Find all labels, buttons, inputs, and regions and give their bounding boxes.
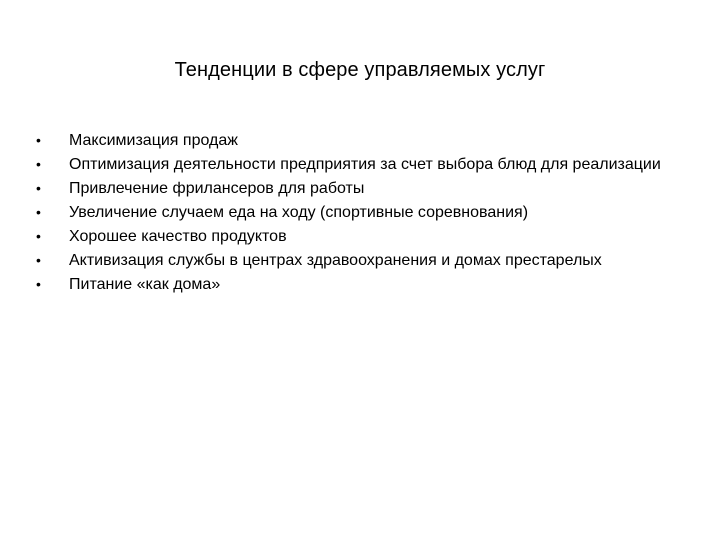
bullet-icon: •	[36, 180, 41, 196]
bullet-item-healthcare-services	[36, 250, 696, 271]
bullet-list	[36, 130, 696, 298]
bullet-item-home-style-meals	[36, 274, 696, 295]
bullet-item-freelancers	[36, 178, 696, 199]
bullet-icon: •	[36, 252, 41, 268]
bullet-text: Питание «как дома»	[69, 276, 221, 293]
bullet-text: Хорошее качество продуктов	[69, 228, 287, 245]
bullet-icon: •	[36, 228, 41, 244]
bullet-icon: •	[36, 204, 41, 220]
bullet-text: Активизация службы в центрах здравоохранения и домах престарелых	[69, 252, 602, 269]
slide-title: Тенденции в сфере управляемых услуг	[174, 59, 546, 81]
bullet-icon: •	[36, 156, 41, 172]
bullet-icon: •	[36, 132, 41, 148]
bullet-item-food-on-the-go	[36, 202, 696, 223]
bullet-item-product-quality	[36, 226, 696, 247]
bullet-item-operations-optimization	[36, 154, 696, 175]
bullet-text: Оптимизация деятельности предприятия за счет выбора блюд для реализации	[69, 156, 661, 173]
bullet-text: Максимизация продаж	[69, 132, 238, 149]
bullet-text: Увеличение случаем еда на ходу (спортивные соревнования)	[69, 204, 529, 221]
bullet-text: Привлечение фрилансеров для работы	[69, 180, 365, 197]
bullet-icon: •	[36, 276, 41, 292]
bullet-item-sales-maximization	[36, 130, 696, 151]
